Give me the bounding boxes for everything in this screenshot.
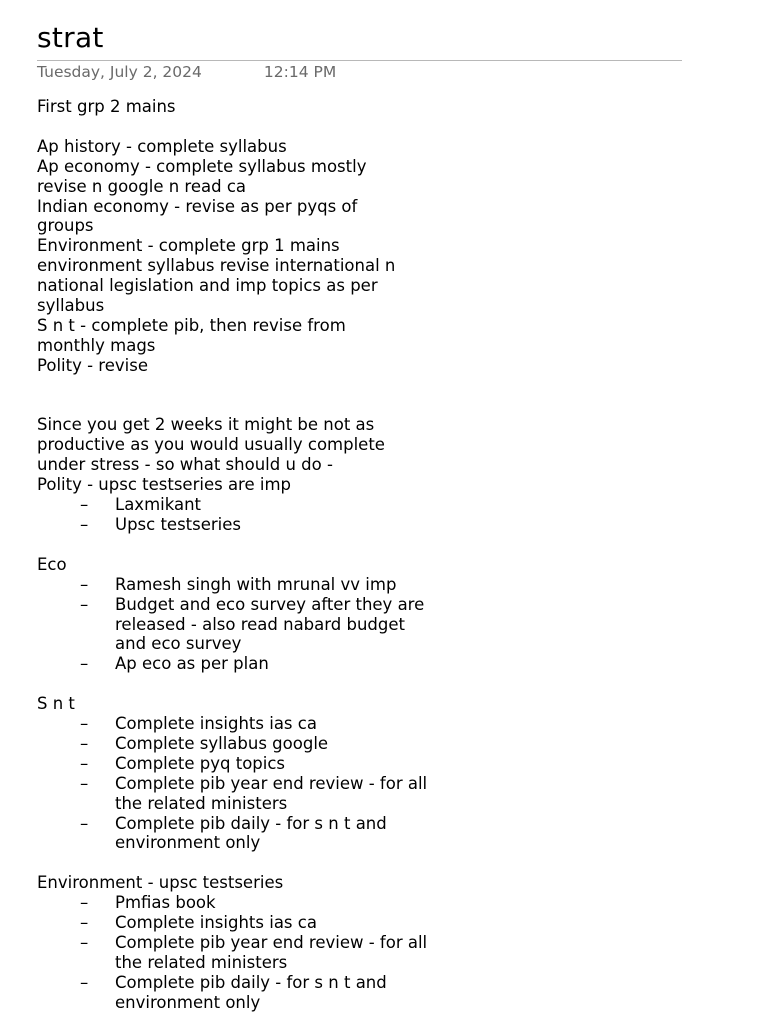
spacer <box>37 376 637 416</box>
dash-bullet: – <box>80 515 89 534</box>
spacer <box>37 117 637 137</box>
list-item: – Complete insights ias ca <box>80 913 317 933</box>
plan-line: Polity - revise <box>37 355 148 375</box>
note-page <box>37 18 717 1012</box>
environment-list <box>37 893 637 1012</box>
snt-list <box>37 714 637 853</box>
list-item: – Complete pib daily - for s n t and environment only <box>80 813 387 853</box>
section-title-snt: S n t <box>37 694 75 714</box>
note-title[interactable]: strat <box>37 21 104 54</box>
polity-list <box>37 495 637 535</box>
list-item: – Budget and eco survey after they are released - also read nabard budget and eco survey <box>80 594 425 654</box>
list-item: – Pmfias book <box>80 893 216 913</box>
dash-bullet: – <box>80 913 89 933</box>
note-body[interactable] <box>37 97 637 1013</box>
dash-bullet: – <box>80 893 89 913</box>
plan-line: environment syllabus revise international n <box>37 256 396 276</box>
note-meta <box>37 62 336 82</box>
plan-line: Ap history - complete syllabus <box>37 136 287 156</box>
list-item: – Complete syllabus google <box>80 733 329 753</box>
spacer <box>37 674 637 694</box>
dash-bullet: – <box>80 495 89 515</box>
plan-line: Indian economy - revise as per pyqs of <box>37 196 358 216</box>
list-item: – Complete pyq topics <box>80 753 286 773</box>
section-title-environment: Environment - upsc testseries <box>37 873 284 893</box>
dash-bullet: – <box>80 813 89 833</box>
section-title-eco: Eco <box>37 554 67 574</box>
dash-bullet: – <box>80 574 89 594</box>
advice-line: Polity - upsc testseries are imp <box>37 475 292 495</box>
list-item: – Upsc testseries <box>80 515 242 534</box>
list-item: – Complete pib daily - for s n t and environment only <box>80 972 387 1012</box>
dash-bullet: – <box>80 753 89 773</box>
note-heading: First grp 2 mains <box>37 97 176 116</box>
note-date: Tuesday, July 2, 2024 <box>37 63 202 81</box>
plan-block <box>37 137 637 376</box>
list-item: – Laxmikant <box>80 495 202 515</box>
plan-line: monthly mags <box>37 335 156 355</box>
dash-bullet: – <box>80 594 89 614</box>
dash-bullet: – <box>80 733 89 753</box>
advice-line: Since you get 2 weeks it might be not as <box>37 415 375 435</box>
list-item: – Complete insights ias ca <box>80 714 317 734</box>
plan-line: Ap economy - complete syllabus mostly <box>37 156 367 176</box>
plan-line: syllabus <box>37 296 105 316</box>
spacer <box>37 535 637 555</box>
list-item: – Complete pib year end review - for all the related ministers <box>80 932 428 972</box>
dash-bullet: – <box>80 773 89 793</box>
spacer <box>37 853 637 873</box>
list-item: – Complete pib year end review - for all the related ministers <box>80 773 428 813</box>
dash-bullet: – <box>80 714 89 734</box>
note-time: 12:14 PM <box>263 63 337 81</box>
advice-line: productive as you would usually complete <box>37 435 385 455</box>
list-item: – Ap eco as per plan <box>80 654 269 674</box>
plan-line: national legislation and imp topics as per <box>37 276 378 296</box>
plan-line: groups <box>37 216 94 236</box>
advice-line: under stress - so what should u do - <box>37 455 333 475</box>
title-divider <box>37 60 682 61</box>
eco-list <box>37 575 637 675</box>
plan-line: S n t - complete pib, then revise from <box>37 315 346 335</box>
advice-block <box>37 415 637 495</box>
list-item: – Ramesh singh with mrunal vv imp <box>80 574 397 594</box>
plan-line: Environment - complete grp 1 mains <box>37 236 340 256</box>
dash-bullet: – <box>80 972 89 992</box>
dash-bullet: – <box>80 932 89 952</box>
dash-bullet: – <box>80 654 89 674</box>
plan-line: revise n google n read ca <box>37 176 247 196</box>
